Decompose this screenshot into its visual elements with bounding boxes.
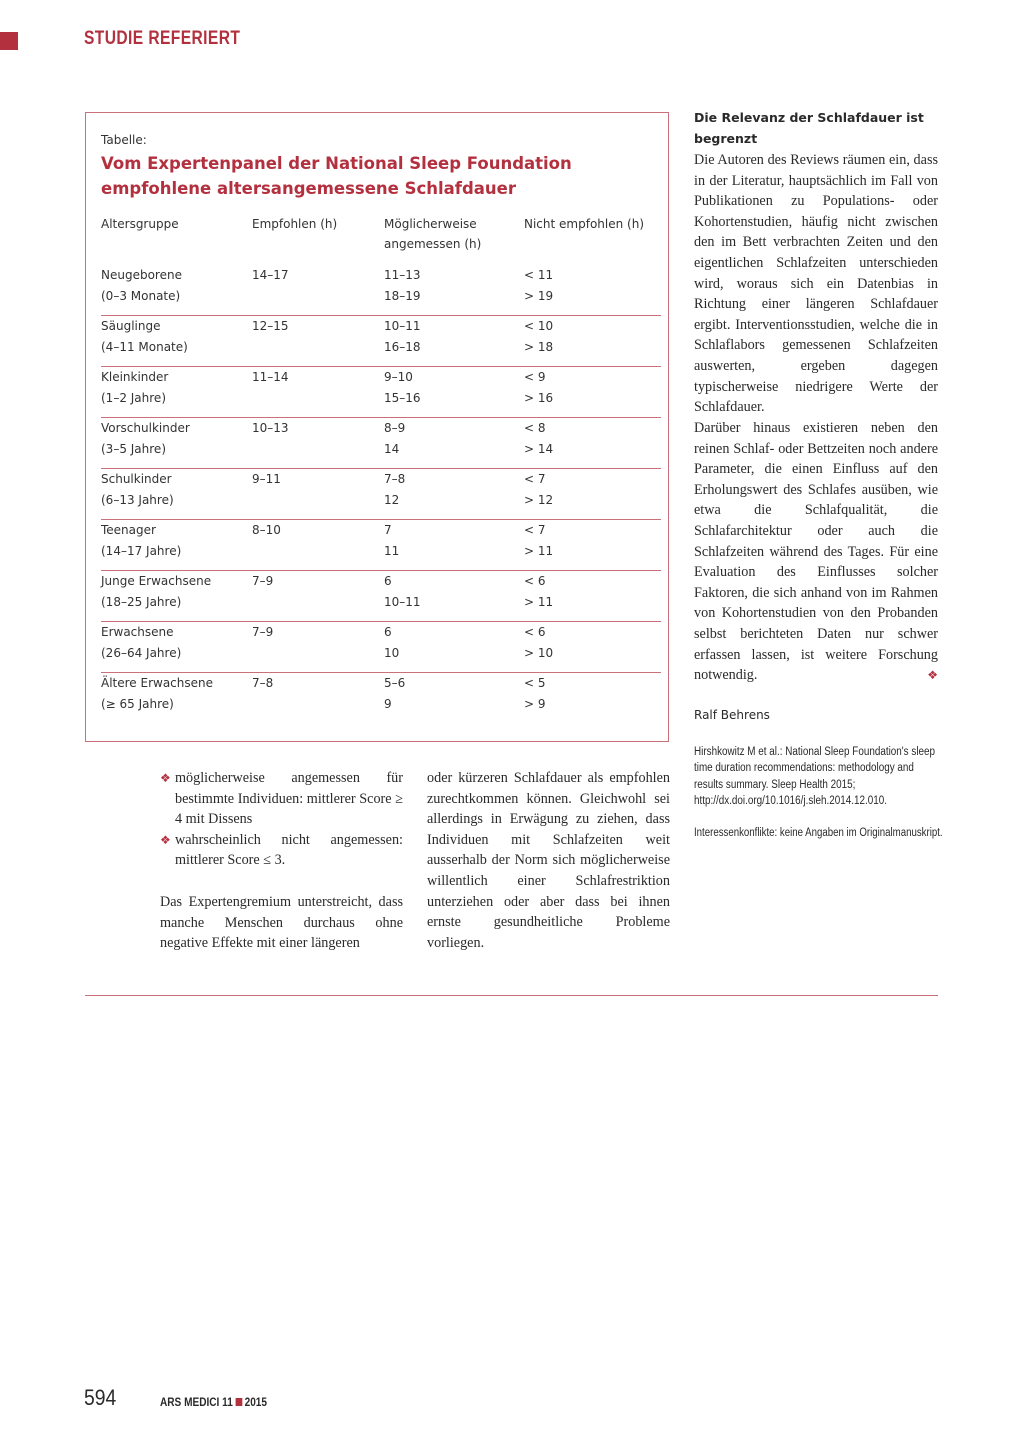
table-cell (101, 367, 168, 408)
cell-line: 14 (384, 441, 400, 456)
cell-line: 9–11 (252, 472, 281, 486)
cell-line: 8–10 (252, 523, 281, 537)
column-header-maybe-appropriate: Möglicherweise angemessen (h) (384, 217, 482, 251)
table-cell (101, 571, 211, 612)
table-cell (384, 520, 399, 561)
sleep-duration-table (85, 112, 669, 742)
table-cell (101, 520, 181, 561)
cell-line: 7–8 (384, 472, 406, 486)
table-body (101, 265, 661, 724)
cell-line: < 9 (524, 370, 546, 384)
cell-line: (≥ 65 Jahre) (101, 696, 174, 711)
cell-line: 9 (384, 696, 392, 711)
table-cell (101, 316, 188, 357)
cell-line: 10–13 (252, 421, 289, 435)
table-cell (524, 265, 553, 306)
table-cell (384, 673, 405, 714)
header-accent-square (0, 32, 18, 50)
cell-line: 6 (384, 574, 392, 588)
cell-line: > 11 (524, 594, 554, 609)
cell-line: (26–64 Jahre) (101, 645, 182, 660)
body-paragraph-left: Das Expertengremium unterstreicht, dass manche Menschen durchaus ohne negative Effekte mit einer längeren (160, 894, 403, 952)
cell-line: > 12 (524, 492, 554, 507)
journal-year: 2015 (244, 1395, 268, 1409)
table-cell (524, 316, 553, 357)
cell-line: (3–5 Jahre) (101, 441, 166, 456)
table-title: Vom Expertenpanel der National Sleep Foundation empfohlene altersangemessene Schlafdauer (101, 154, 572, 198)
cell-line: < 5 (524, 676, 546, 690)
table-row (101, 367, 661, 418)
bottom-divider (85, 995, 938, 996)
end-of-article-icon: ❖ (927, 668, 938, 683)
cell-line: Teenager (101, 523, 156, 537)
cell-line: > 11 (524, 543, 554, 558)
table-cell (252, 265, 289, 286)
sidebar-paragraph-1: Die Autoren des Reviews räumen ein, dass in der Literatur, hauptsächlich im Fall von Publikationen zu Populations- oder Kohortenstudien, häufig nicht zwischen den im Bett verbrachten Zeiten und den eigentlichen Schlafzeiten unterschieden wird, woraus sich ein Datenbias in Richtung einer längeren Schlafdauer ergibt. Interventionsstudien, welche die in Schlaflabors gemessenen Schlafzeiten auswerten, ergeben dagegen typischerweise niedrigere Werte der Schlafdauer. (694, 152, 938, 416)
cell-line: < 6 (524, 574, 546, 588)
author-name: Ralf Behrens (694, 708, 770, 722)
cell-line: > 16 (524, 390, 554, 405)
table-cell (252, 571, 273, 592)
cell-line: 9–10 (384, 370, 413, 384)
cell-line: > 14 (524, 441, 554, 456)
table-cell (524, 673, 546, 714)
table-cell (101, 469, 174, 510)
footer-square-icon (235, 1398, 242, 1406)
column-header-recommended: Empfohlen (h) (252, 217, 338, 231)
journal-name: ARS MEDICI 11 (160, 1395, 233, 1409)
table-row (101, 265, 661, 316)
column-header-not-recommended: Nicht empfohlen (h) (524, 217, 644, 231)
cell-line: 7 (384, 523, 392, 537)
cell-line: Vorschulkinder (101, 421, 190, 435)
diamond-bullet-icon: ❖ (160, 771, 171, 785)
table-caption-label: Tabelle: (101, 133, 147, 147)
sidebar-heading: Die Relevanz der Schlafdauer ist begrenzt (694, 110, 924, 146)
cell-line: 11 (384, 543, 400, 558)
table-cell (101, 418, 190, 459)
cell-line: 14–17 (252, 268, 289, 282)
cell-line: 12 (384, 492, 400, 507)
cell-line: 16–18 (384, 339, 421, 354)
table-cell (101, 265, 182, 306)
cell-line: Schulkinder (101, 472, 172, 486)
cell-line: 11–13 (384, 268, 421, 282)
cell-line: (18–25 Jahre) (101, 594, 182, 609)
cell-line: 6 (384, 625, 392, 639)
cell-line: (6–13 Jahre) (101, 492, 174, 507)
cell-line: Junge Erwachsene (101, 574, 212, 588)
table-cell (524, 469, 553, 510)
cell-line: 7–8 (252, 676, 274, 690)
table-cell (252, 316, 289, 337)
cell-line: 8–9 (384, 421, 406, 435)
table-cell (524, 622, 553, 663)
column-header-age-group: Altersgruppe (101, 217, 179, 231)
table-cell (384, 571, 421, 612)
bullet-text: möglicherweise angemessen für bestimmte Individuen: mittlerer Score ≥ 4 mit Dissens (175, 770, 403, 828)
sidebar-paragraph-2 (694, 418, 938, 686)
table-cell (384, 622, 399, 663)
reference: Hirshkowitz M et al.: National Sleep Foundation's sleep time duration recommendations: methodology and results summary. Sleep Health 2015; http://dx.doi.org/10.1016/j.sleh.2014.12.010. (694, 746, 936, 807)
table-row (101, 622, 661, 673)
table-row (101, 316, 661, 367)
cell-line: 10–11 (384, 594, 421, 609)
cell-line: 12–15 (252, 319, 289, 333)
cell-line: < 8 (524, 421, 546, 435)
cell-line: < 10 (524, 319, 554, 333)
bullet-text: wahrscheinlich nicht angemessen: mittlerer Score ≤ 3. (175, 831, 403, 869)
diamond-bullet-icon: ❖ (160, 832, 171, 847)
cell-line: > 19 (524, 288, 554, 303)
cell-line: 5–6 (384, 676, 406, 690)
list-item (160, 830, 403, 871)
table-cell (384, 469, 405, 510)
cell-line: < 7 (524, 472, 546, 486)
cell-line: 10 (384, 645, 400, 660)
cell-line: > 9 (524, 696, 546, 711)
cell-line: < 7 (524, 523, 546, 537)
table-row (101, 469, 661, 520)
cell-line: 11–14 (252, 370, 289, 384)
table-row (101, 520, 661, 571)
cell-line: Kleinkinder (101, 370, 169, 384)
table-cell (384, 316, 421, 357)
table-cell (101, 673, 213, 714)
conflict-of-interest-note: Interessenkonflikte: keine Angaben im Originalmanuskript. (694, 827, 943, 839)
cell-line: 7–9 (252, 625, 274, 639)
cell-line: > 10 (524, 645, 554, 660)
cell-line: Neugeborene (101, 268, 182, 282)
table-row (101, 571, 661, 622)
body-paragraph-right: oder kürzeren Schlafdauer als empfohlen zurechtkommen können. Gleichwohl sei allerdings in Erwägung zu ziehen, dass Individuen mit Schlafzeiten weit ausserhalb der Norm sich möglicherweise willentlich einer Schlafrestriktion unterziehen oder aber dass bei ihnen ernste gesundheitliche Probleme vorliegen. (427, 770, 670, 951)
table-cell (384, 265, 421, 306)
section-title: STUDIE REFERIERT (84, 28, 241, 49)
table-cell (252, 622, 273, 643)
page-number: 594 (84, 1385, 117, 1410)
table-row (101, 673, 661, 724)
table-cell (252, 418, 289, 439)
table-cell (252, 367, 289, 388)
sidebar-paragraph-2-text: Darüber hinaus existieren neben den reinen Schlaf- oder Bettzeiten noch andere Parameter, die einen Einfluss auf den Erholungswert des Schlafes ausüben, wie etwa die Schlafqualität, die Schlafarchitektur oder auch die Schlafzeiten während des Tages. Für eine Evaluation des Einflusses solcher Faktoren, die sich anhand von im Rahmen von Kohortenstudien von den Probanden selbst berichteten Daten nur schwer erfassen lassen, ist weitere Forschung notwendig. (694, 420, 938, 684)
table-cell (384, 418, 405, 459)
list-item (160, 768, 403, 830)
cell-line: Ältere Erwachsene (101, 676, 214, 690)
cell-line: Säuglinge (101, 319, 161, 333)
cell-line: 7–9 (252, 574, 274, 588)
table-cell (524, 571, 553, 612)
table-cell (524, 520, 553, 561)
table-row (101, 418, 661, 469)
table-cell (252, 520, 281, 541)
table-cell (252, 469, 281, 490)
cell-line: (14–17 Jahre) (101, 543, 182, 558)
table-cell (524, 367, 553, 408)
table-cell (101, 622, 181, 663)
journal-footer (160, 1395, 267, 1409)
table-cell (524, 418, 553, 459)
score-bullet-list (160, 768, 403, 871)
cell-line: > 18 (524, 339, 554, 354)
cell-line: < 6 (524, 625, 546, 639)
cell-line: (1–2 Jahre) (101, 390, 166, 405)
cell-line: (4–11 Monate) (101, 339, 188, 354)
cell-line: Erwachsene (101, 625, 174, 639)
cell-line: 10–11 (384, 319, 421, 333)
cell-line: < 11 (524, 268, 554, 282)
table-cell (252, 673, 273, 694)
table-cell (384, 367, 421, 408)
cell-line: (0–3 Monate) (101, 288, 181, 303)
cell-line: 18–19 (384, 288, 421, 303)
cell-line: 15–16 (384, 390, 421, 405)
